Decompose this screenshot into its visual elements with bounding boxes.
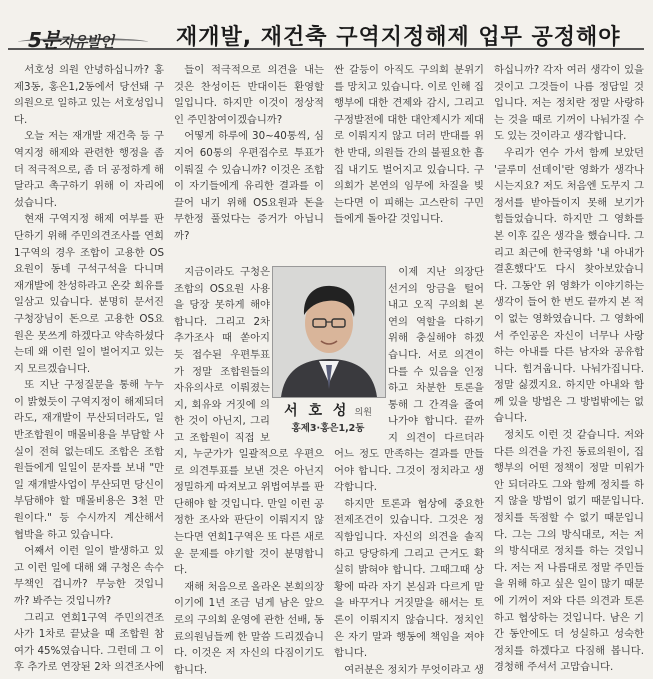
paragraph: 어느 정도 만족하는 결과를 만들어야 합니다. 그것이 정치라고 생각합니다. [334, 448, 484, 494]
column-2-bottom [174, 446, 324, 674]
paragraph: 싼 갈등이 아직도 구의회 분위기를 망치고 있습니다. 이로 인해 집행부에 대한 견제와 감시, 그리고 구정발전에 대한 대안제시가 제대로 이뤄지지 않고 더러 반대를 위한 반대, 의원들 간의 불필요한 흠집 내기도 벌어지고 있습니다. 구의회가 본연의 임무에 차질을 빚는다면 이 피해는 고스란히 구민들에게 돌아갈 것입니다. [334, 64, 484, 226]
speaker-photo [272, 266, 386, 398]
column-3-side [388, 264, 484, 446]
badge-suffix: 자유발언 [59, 33, 114, 51]
speaker-role: 의원 [354, 408, 372, 418]
photo-caption [272, 400, 384, 434]
badge-prefix: 5분 [28, 28, 60, 52]
portrait-image [273, 267, 385, 397]
paragraph: 어떻게 하루에 30~40통씩, 심지어 60통의 우편접수로 투표가 이뤄질 수 있습니까? 이것은 조합이 자기들에게 유리한 결과를 이끌어 내기 위해 OS요원과 돈을 무한정 풀었다는 증거가 아닙니까? [174, 130, 324, 242]
paragraph: 또 지난 구정질문을 통해 누누이 밝혔듯이 구역지정이 해제되더라도, 재개발이 무산되더라도, 일반조합원이 매몰비용을 부담할 사실이 전혀 없는데도 조합은 조합원들에게 일일이 문자를 보내 "만일 재개발사업이 무산되면 당신이 부담해야 할 매몰비용은 3천 만 원이다." 등 수시까지 계산해서 협박을 하고 있습니다. [14, 379, 164, 541]
paragraph: 여러분은 정치가 무엇이라고 생 [344, 663, 484, 674]
paragraph: 어째서 이런 일이 발생하고 있고 이런 일에 대해 왜 구청은 속수무책인 겁니까? 무능한 것입니까? 봐주는 것입니까? [14, 545, 164, 607]
paragraph: 재해 처음으로 올라온 본회의장이기에 1년 조금 넘게 남은 앞으로의 구의회 운영에 관한 선배, 동료의원님들께 한 말씀 드리겠습니다. 이것은 저 자신의 다짐이기도 합니다. [174, 580, 324, 674]
paragraph: 들이 적극적으로 의견을 내는 것은 찬성이든 반대이든 환영할 일입니다. 하지만 이것이 정상적인 주민참여이겠습니까? [174, 64, 324, 126]
speaker-district: 홍제3·홍은1,2동 [291, 423, 365, 434]
paragraph: 우리가 연수 가서 함께 보았던 '글루미 선데이'란 영화가 생각나시는지요? 저도 처음엔 도무지 그 정서를 받아들이지 못해 보기가 힘들었습니다. 하지만 그 영화를 본 이후 깊은 생각을 했습니다. 그리고 최근에 한국영화 '내 아내가 결혼했다'도 다시 찾아보았습니다. 그동안 위 영화가 이야기하는 생각이 들어 한 번도 끝까지 본 적이 없는 영화였습니다. 그 영화에서 주인공은 자신이 너무나 사랑하는 아내를 다른 남자와 공유합니다. 힘겨웁니다. 나눠가집니다. 정말 싫겠지요. 하지만 아내와 함께 있을 방법은 그 방법밖에는 없습니다. [494, 146, 644, 425]
column-3-top [334, 62, 484, 262]
article-header [8, 8, 644, 50]
column-2-top [174, 62, 324, 262]
paragraph: 그리고 연희1구역 주민의견조사가 1차로 끝났을 때 조합원 참여가 45%였습니다. 그런데 그 이후 추가로 연장된 2차 의견조사에 [14, 611, 164, 674]
paragraph: 현재 구역지정 해제 여부를 판단하기 위해 주민의견조사를 연희1구역의 경우 조합이 고용한 OS요원이 동네 구석구석을 다니며 재개발에 찬성하라고 온갖 회유를 일삼고 있습니다. 분명히 문서진 구청장님이 돈으로 고용한 OS요원은 못쓰게 하겠다고 약속하셨다는데 왜 이런 일이 벌어지고 있는지 모르겠습니다. [14, 213, 164, 375]
section-badge [28, 24, 113, 53]
paragraph: 서호성 의원 안녕하십니까? 홍제3동, 홍은1,2동에서 당선돼 구의원으로 일하고 있는 서호성입니다. [14, 64, 164, 126]
column-1 [14, 62, 164, 674]
paragraph: 이제 지난 의장단 선거의 앙금을 털어내고 오직 구의회 본연의 역할을 다하기 위해 충실해야 하겠습니다. 서로 의견이 다를 수 있음을 인정하고 차분한 토론을 통해 그 간격을 줄여나가야 합니다. 끝까지 의견이 다르더라 [388, 266, 484, 444]
column-2-side [174, 264, 270, 446]
paragraph: 지금이라도 구청은 조합의 OS요원 사용을 당장 못하게 해야 합니다. 그리고 2차 추가조사 때 쏟아지듯 접수된 우편투표가 정말 조합원들의 자유의사로 이뤄졌는지, 회유와 거짓에 의한 것이 아닌지, 그리고 조합원이 직접 보 [174, 266, 270, 444]
paragraph: 하십니까? 각자 여러 생각이 있을 것이고 그것들이 나름 정답일 것입니다. 저는 정치란 정말 사랑하는 것을 때로 기꺼이 나눠가질 수도 있는 것이라고 생각합니다. [494, 64, 644, 143]
column-3-bottom [334, 446, 484, 674]
speaker-name: 서 호 성 [284, 403, 350, 419]
column-4 [494, 62, 644, 674]
paragraph: 오늘 저는 재개발 재건축 등 구역지정 해제와 관련한 행정을 좀 더 적극적으로, 좀 더 공정하게 해달라고 촉구하기 위해 이 자리에 섰습니다. [14, 130, 164, 209]
paragraph: 지, 누군가가 일괄적으로 우편으로 의견투표를 보낸 것은 아닌지 정밀하게 따져보고 위법여부를 판단해야 할 것입니다. 만일 이런 공정한 조사와 판단이 이뤄지지 않는다면 연희1구역은 또 다른 새로운 문제를 야기할 것이 분명합니다. [174, 448, 324, 577]
paragraph: 정치도 이런 것 같습니다. 저와 다른 의견을 가진 동료의원이, 집행부의 어떤 정책이 정말 미워가 안 되더라도 그와 함께 정치를 하지 않을 방법이 없기 때문입니다. 정치를 독점할 수 없기 때문입니다. 그는 그의 방식대로, 저는 저의 방식대로 정치를 하는 것입니다. 저는 저 나름대로 정말 주민들을 위해 하고 싶은 일이 많기 때문에 기꺼이 저와 다른 의견과 토론하고 협상하는 것입니다. 남은 기간 동안에도 더 성실하고 성숙한 정치를 하겠다고 다짐해 봅니다. 경청해 주셔서 고맙습니다. [494, 429, 644, 674]
article-title: 재개발, 재건축 구역지정해제 업무 공정해야 [176, 25, 621, 50]
paragraph: 하지만 토론과 협상에 중요한 전제조건이 있습니다. 그것은 정직함입니다. 자신의 의견을 솔직하고 당당하게 그리고 근거도 확실히 밝혀야 합니다. 그때그때 상황에 따라 자기 본심과 다르게 말을 바꾸거나 거짓말을 해서는 토론이 이뤄지지 않습니다. 정치인은 자기 말과 행동에 책임을 져야 합니다. [334, 497, 484, 660]
